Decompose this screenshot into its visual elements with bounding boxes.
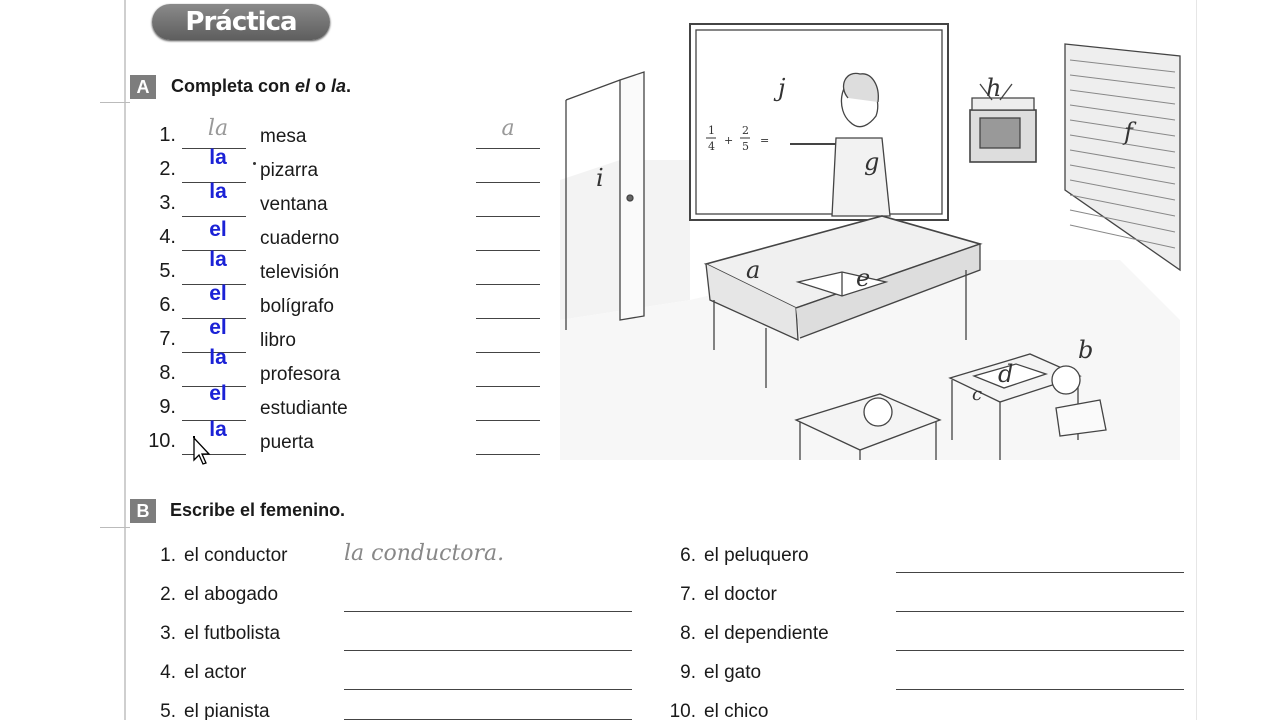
illus-label-d: d	[998, 360, 1014, 388]
illus-label-g: g	[864, 148, 880, 176]
row-number: 3.	[159, 192, 176, 214]
feminine-answer-field[interactable]	[896, 650, 1184, 651]
answer-field[interactable]: la	[209, 346, 227, 369]
feminine-answer-field[interactable]	[344, 689, 632, 690]
row-number: 9.	[159, 396, 176, 418]
row-number: 1.	[160, 545, 176, 566]
answer-field[interactable]: la	[207, 116, 229, 141]
noun-word: el pianista	[184, 701, 270, 720]
row-number: 10.	[148, 430, 176, 452]
row-number: 8.	[159, 362, 176, 384]
page-right-edge	[1196, 0, 1197, 720]
row-number: 4.	[159, 226, 176, 248]
noun-word: puerta	[260, 432, 314, 453]
answer-field[interactable]: el	[209, 382, 227, 405]
answer-field[interactable]: la	[209, 180, 227, 203]
noun-word: el futbolista	[184, 623, 281, 644]
noun-word: televisión	[260, 262, 340, 283]
row-number: 6.	[159, 294, 176, 316]
answer-field[interactable]: la	[209, 248, 227, 271]
row-number: 6.	[680, 545, 696, 566]
illus-label-i: i	[596, 164, 604, 192]
letter-underline	[476, 148, 540, 149]
fraction-n2: 2	[742, 124, 749, 137]
fraction-d2: 5	[742, 140, 749, 153]
stray-dot	[253, 162, 256, 165]
noun-word: libro	[260, 330, 296, 351]
illus-label-c: c	[972, 384, 983, 405]
feminine-answer-field[interactable]	[344, 650, 632, 651]
feminine-answer-field[interactable]	[344, 611, 632, 612]
letter-underline	[476, 420, 540, 421]
letter-underline	[476, 318, 540, 319]
noun-word: el dependiente	[704, 623, 829, 644]
noun-word: el peluquero	[704, 545, 809, 566]
page-margin-line	[124, 0, 126, 720]
answer-field[interactable]: la	[209, 146, 227, 169]
feminine-answer-field[interactable]	[896, 611, 1184, 612]
fraction-eq: =	[760, 134, 770, 147]
row-number: 8.	[680, 623, 696, 644]
row-number: 9.	[680, 662, 696, 683]
letter-underline	[476, 352, 540, 353]
row-number: 5.	[159, 260, 176, 282]
practica-title: Práctica	[152, 4, 330, 40]
letter-underline	[476, 454, 540, 455]
noun-word: el actor	[184, 662, 247, 683]
noun-word: el chico	[704, 701, 769, 720]
noun-word: el abogado	[184, 584, 279, 605]
letter-underline	[476, 284, 540, 285]
feminine-answer-field[interactable]: la conductora.	[344, 541, 505, 566]
letter-underline	[476, 386, 540, 387]
noun-word: profesora	[260, 364, 341, 385]
letter-underline	[476, 250, 540, 251]
noun-word: el conductor	[184, 545, 288, 566]
illus-label-e: e	[856, 264, 871, 292]
section-b-title: Escribe el femenino.	[170, 500, 346, 520]
classroom-illustration	[560, 20, 1196, 460]
noun-word: estudiante	[260, 398, 348, 419]
illus-label-a: a	[746, 256, 761, 284]
noun-word: bolígrafo	[260, 296, 334, 317]
noun-word: mesa	[260, 126, 307, 147]
section-b-rule	[100, 527, 130, 528]
noun-word: cuaderno	[260, 228, 340, 249]
noun-word: el gato	[704, 662, 762, 683]
row-number: 4.	[160, 662, 176, 683]
answer-field[interactable]: el	[209, 218, 227, 241]
letter-underline	[476, 182, 540, 183]
answer-field[interactable]: la	[209, 418, 227, 441]
answer-field[interactable]: el	[209, 282, 227, 305]
row-number: 2.	[160, 584, 176, 605]
answer-underline	[182, 216, 246, 217]
feminine-answer-field[interactable]	[896, 572, 1184, 573]
fraction-plus: +	[724, 134, 734, 147]
illus-label-h: h	[986, 74, 1002, 102]
illus-label-j: j	[778, 74, 786, 102]
row-number: 7.	[680, 584, 696, 605]
noun-word: el doctor	[704, 584, 777, 605]
section-a-title: Completa con el o la.	[171, 76, 352, 96]
illus-label-f: f	[1124, 118, 1133, 146]
illus-label-b: b	[1078, 336, 1094, 364]
row-number: 7.	[159, 328, 176, 350]
section-a-row	[140, 180, 560, 218]
noun-word: ventana	[260, 194, 328, 215]
answer-field[interactable]: el	[209, 316, 227, 339]
fraction-d1: 4	[708, 140, 715, 153]
row-number: 1.	[159, 124, 176, 146]
mouse-cursor-icon	[192, 436, 212, 466]
letter-underline	[476, 216, 540, 217]
letter-answer-field[interactable]: a	[501, 116, 515, 141]
section-a-badge: A	[130, 75, 156, 99]
feminine-answer-field[interactable]	[896, 689, 1184, 690]
row-number: 2.	[159, 158, 176, 180]
row-number: 5.	[160, 701, 176, 720]
row-number: 10.	[669, 701, 696, 720]
fraction-n1: 1	[708, 124, 715, 137]
row-number: 3.	[160, 623, 176, 644]
noun-word: pizarra	[260, 160, 319, 181]
section-b-badge: B	[130, 499, 156, 523]
section-a-rule	[100, 102, 130, 103]
